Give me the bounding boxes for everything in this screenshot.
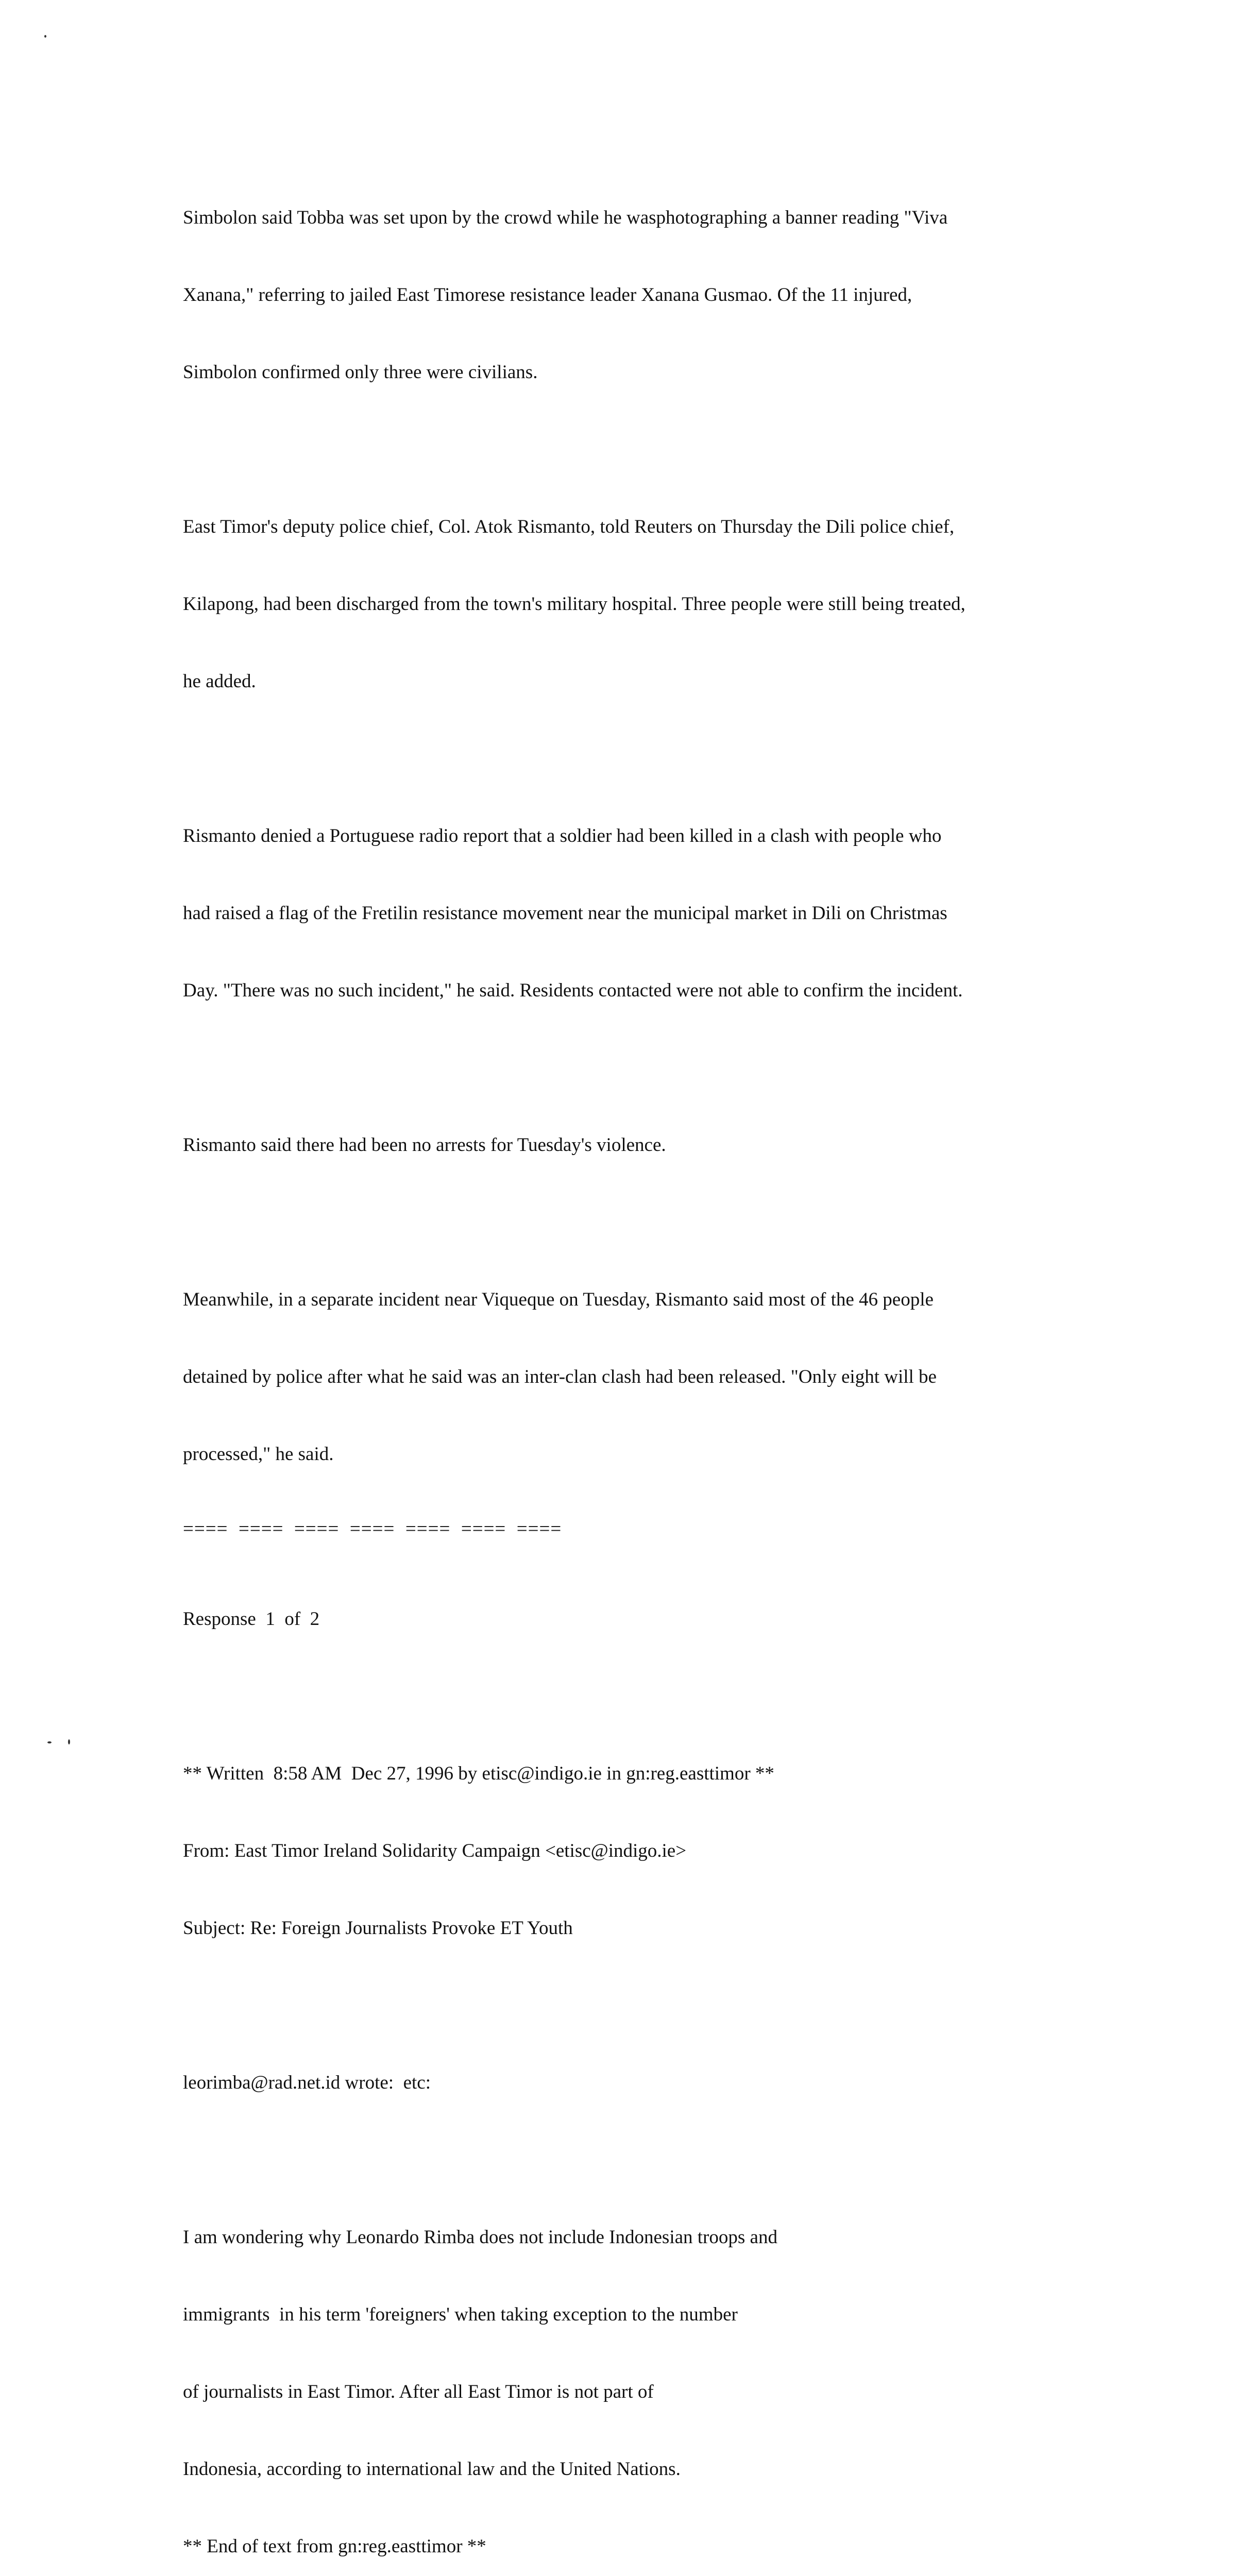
article-paragraph: Rismanto said there had been no arrests for Tuesday's violence.: [183, 1134, 666, 1156]
article-paragraph: East Timor's deputy police chief, Col. Atok Rismanto, told Reuters on Thursday the Dili police chief, Kilapong, had been discharged from the town's military hospital. Three people were still being treated, he added.: [183, 516, 966, 692]
response-1-title: Response 1 of 2: [183, 1608, 320, 1630]
article-paragraph: Simbolon said Tobba was set upon by the crowd while he wasphotographing a banner reading "Viva Xanana," referring to jailed East Timorese resistance leader Xanana Gusmao. Of the 11 injured, Simbolon confirmed only three were civilians.: [183, 207, 948, 383]
response-1-quote-intro: leorimba@rad.net.id wrote: etc:: [183, 2072, 431, 2093]
article-paragraph: Rismanto denied a Portuguese radio report that a soldier had been killed in a clash with people who had raised a flag of the Fretilin resistance movement near the municipal market in Dili on Christmas Day. "There was no such incident," he said. Residents contacted were not able to confirm the incident.: [183, 825, 963, 1001]
article-paragraph: Meanwhile, in a separate incident near Viqueque on Tuesday, Rismanto said most of the 46 people detained by police after what he said was an inter-clan clash had been released. "Only eight will be processed," he said.: [183, 1289, 937, 1465]
document-body: [183, 154, 1110, 2576]
scan-speck: [68, 1739, 70, 1744]
scan-speck: [47, 1741, 52, 1743]
scan-speck: [44, 35, 46, 38]
separator-line: ==== ==== ==== ==== ==== ==== ====: [183, 1519, 562, 1539]
response-1-header: ** Written 8:58 AM Dec 27, 1996 by etisc@indigo.ie in gn:reg.easttimor ** From: East Timor Ireland Solidarity Campaign <etisc@indigo.ie> Subject: Re: Foreign Journalists Provoke ET Youth: [183, 1763, 774, 1939]
response-1-body: I am wondering why Leonardo Rimba does not include Indonesian troops and immigrants in his term 'foreigners' when taking exception to the number of journalists in East Timor. After all East Timor is not part of Indonesia, according to international law and the United Nations. ** End of text from gn:reg.easttimor **: [183, 2227, 777, 2557]
